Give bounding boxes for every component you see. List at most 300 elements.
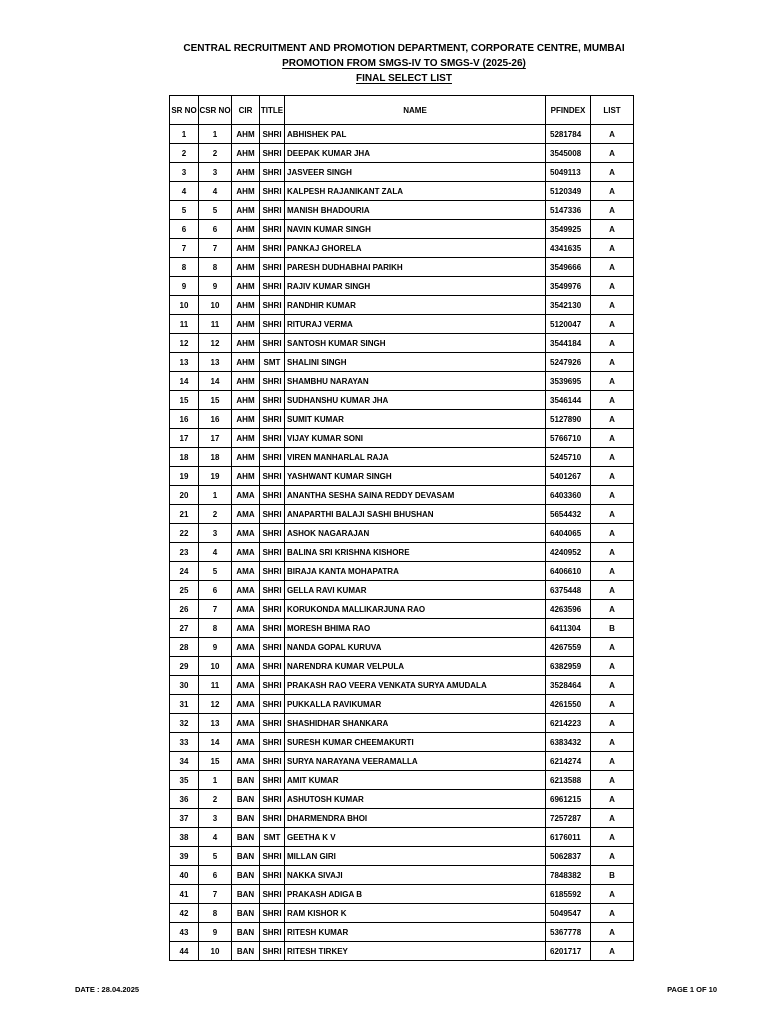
title-cell: SHRI xyxy=(260,543,285,562)
list-cell: B xyxy=(591,619,634,638)
col-header-cir: CIR xyxy=(232,96,260,125)
pfindex-cell: 5049113 xyxy=(546,163,591,182)
list-cell: A xyxy=(591,429,634,448)
name-cell: SURESH KUMAR CHEEMAKURTI xyxy=(285,733,546,752)
csr-no-cell: 11 xyxy=(199,676,232,695)
heading-line-1: CENTRAL RECRUITMENT AND PROMOTION DEPARTMENT, CORPORATE CENTRE, MUMBAI xyxy=(183,43,625,54)
cir-cell: BAN xyxy=(232,847,260,866)
list-cell: A xyxy=(591,258,634,277)
list-cell: A xyxy=(591,790,634,809)
table-row xyxy=(170,885,634,904)
sr-no-cell: 32 xyxy=(170,714,199,733)
document-date: DATE : 28.04.2025 xyxy=(75,985,140,994)
col-header-csr-no: CSR NO xyxy=(199,96,232,125)
title-cell: SHRI xyxy=(260,182,285,201)
col-header-name: NAME xyxy=(285,96,546,125)
pfindex-cell: 3542130 xyxy=(546,296,591,315)
pfindex-cell: 3528464 xyxy=(546,676,591,695)
title-cell: SHRI xyxy=(260,296,285,315)
table-row xyxy=(170,695,634,714)
pfindex-cell: 5049547 xyxy=(546,904,591,923)
title-cell: SMT xyxy=(260,353,285,372)
title-cell: SHRI xyxy=(260,429,285,448)
title-cell: SHRI xyxy=(260,239,285,258)
name-cell: GEETHA K V xyxy=(285,828,546,847)
title-cell: SHRI xyxy=(260,942,285,961)
sr-no-cell: 29 xyxy=(170,657,199,676)
cir-cell: BAN xyxy=(232,828,260,847)
sr-no-cell: 16 xyxy=(170,410,199,429)
csr-no-cell: 19 xyxy=(199,467,232,486)
title-cell: SHRI xyxy=(260,220,285,239)
pfindex-cell: 4341635 xyxy=(546,239,591,258)
pfindex-cell: 6201717 xyxy=(546,942,591,961)
csr-no-cell: 14 xyxy=(199,372,232,391)
cir-cell: BAN xyxy=(232,771,260,790)
sr-no-cell: 9 xyxy=(170,277,199,296)
cir-cell: AMA xyxy=(232,486,260,505)
sr-no-cell: 6 xyxy=(170,220,199,239)
heading-line-3: FINAL SELECT LIST xyxy=(356,73,452,84)
sr-no-cell: 23 xyxy=(170,543,199,562)
table-row xyxy=(170,866,634,885)
sr-no-cell: 36 xyxy=(170,790,199,809)
list-cell: A xyxy=(591,714,634,733)
title-cell: SHRI xyxy=(260,619,285,638)
csr-no-cell: 16 xyxy=(199,410,232,429)
table-row xyxy=(170,239,634,258)
table-row xyxy=(170,771,634,790)
title-cell: SHRI xyxy=(260,695,285,714)
sr-no-cell: 26 xyxy=(170,600,199,619)
list-cell: A xyxy=(591,144,634,163)
sr-no-cell: 30 xyxy=(170,676,199,695)
table-row xyxy=(170,923,634,942)
name-cell: ANAPARTHI BALAJI SASHI BHUSHAN xyxy=(285,505,546,524)
pfindex-cell: 3546144 xyxy=(546,391,591,410)
table-row xyxy=(170,220,634,239)
table-row xyxy=(170,676,634,695)
table-row xyxy=(170,372,634,391)
pfindex-cell: 6214223 xyxy=(546,714,591,733)
list-cell: A xyxy=(591,391,634,410)
name-cell: RITESH KUMAR xyxy=(285,923,546,942)
pfindex-cell: 3539695 xyxy=(546,372,591,391)
cir-cell: AHM xyxy=(232,372,260,391)
pfindex-cell: 5245710 xyxy=(546,448,591,467)
csr-no-cell: 11 xyxy=(199,315,232,334)
cir-cell: AMA xyxy=(232,619,260,638)
sr-no-cell: 33 xyxy=(170,733,199,752)
sr-no-cell: 3 xyxy=(170,163,199,182)
name-cell: PARESH DUDHABHAI PARIKH xyxy=(285,258,546,277)
sr-no-cell: 27 xyxy=(170,619,199,638)
pfindex-cell: 5401267 xyxy=(546,467,591,486)
cir-cell: AHM xyxy=(232,334,260,353)
col-header-list: LIST xyxy=(591,96,634,125)
csr-no-cell: 4 xyxy=(199,543,232,562)
sr-no-cell: 25 xyxy=(170,581,199,600)
name-cell: KORUKONDA MALLIKARJUNA RAO xyxy=(285,600,546,619)
name-cell: PRAKASH ADIGA B xyxy=(285,885,546,904)
pfindex-cell: 5147336 xyxy=(546,201,591,220)
csr-no-cell: 3 xyxy=(199,809,232,828)
title-cell: SHRI xyxy=(260,771,285,790)
name-cell: NAKKA SIVAJI xyxy=(285,866,546,885)
csr-no-cell: 15 xyxy=(199,752,232,771)
name-cell: SURYA NARAYANA VEERAMALLA xyxy=(285,752,546,771)
pfindex-cell: 3549925 xyxy=(546,220,591,239)
title-cell: SHRI xyxy=(260,790,285,809)
sr-no-cell: 7 xyxy=(170,239,199,258)
title-cell: SHRI xyxy=(260,809,285,828)
col-header-title: TITLE xyxy=(260,96,285,125)
table-row xyxy=(170,809,634,828)
csr-no-cell: 9 xyxy=(199,923,232,942)
sr-no-cell: 22 xyxy=(170,524,199,543)
cir-cell: AHM xyxy=(232,220,260,239)
name-cell: RITURAJ VERMA xyxy=(285,315,546,334)
title-cell: SHRI xyxy=(260,391,285,410)
csr-no-cell: 5 xyxy=(199,562,232,581)
name-cell: MORESH BHIMA RAO xyxy=(285,619,546,638)
csr-no-cell: 2 xyxy=(199,144,232,163)
name-cell: YASHWANT KUMAR SINGH xyxy=(285,467,546,486)
csr-no-cell: 10 xyxy=(199,296,232,315)
title-cell: SHRI xyxy=(260,448,285,467)
list-cell: A xyxy=(591,125,634,144)
name-cell: PUKKALLA RAVIKUMAR xyxy=(285,695,546,714)
list-cell: A xyxy=(591,505,634,524)
list-cell: A xyxy=(591,334,634,353)
title-cell: SHRI xyxy=(260,163,285,182)
table-row xyxy=(170,277,634,296)
table-row xyxy=(170,448,634,467)
list-cell: A xyxy=(591,942,634,961)
name-cell: RITESH TIRKEY xyxy=(285,942,546,961)
table-row xyxy=(170,657,634,676)
sr-no-cell: 13 xyxy=(170,353,199,372)
sr-no-cell: 21 xyxy=(170,505,199,524)
table-row xyxy=(170,258,634,277)
pfindex-cell: 6176011 xyxy=(546,828,591,847)
list-cell: A xyxy=(591,600,634,619)
list-cell: A xyxy=(591,220,634,239)
title-cell: SHRI xyxy=(260,372,285,391)
pfindex-cell: 5120349 xyxy=(546,182,591,201)
list-cell: A xyxy=(591,201,634,220)
title-cell: SHRI xyxy=(260,657,285,676)
table-row xyxy=(170,144,634,163)
pfindex-cell: 3544184 xyxy=(546,334,591,353)
name-cell: MILLAN GIRI xyxy=(285,847,546,866)
cir-cell: AHM xyxy=(232,410,260,429)
name-cell: SANTOSH KUMAR SINGH xyxy=(285,334,546,353)
csr-no-cell: 14 xyxy=(199,733,232,752)
cir-cell: AHM xyxy=(232,163,260,182)
name-cell: SHALINI SINGH xyxy=(285,353,546,372)
csr-no-cell: 4 xyxy=(199,828,232,847)
table-row xyxy=(170,334,634,353)
table-row xyxy=(170,543,634,562)
csr-no-cell: 2 xyxy=(199,790,232,809)
pfindex-cell: 6185592 xyxy=(546,885,591,904)
pfindex-cell: 5062837 xyxy=(546,847,591,866)
title-cell: SHRI xyxy=(260,277,285,296)
pfindex-cell: 6214274 xyxy=(546,752,591,771)
list-cell: A xyxy=(591,923,634,942)
sr-no-cell: 28 xyxy=(170,638,199,657)
csr-no-cell: 7 xyxy=(199,885,232,904)
title-cell: SHRI xyxy=(260,904,285,923)
csr-no-cell: 6 xyxy=(199,220,232,239)
table-row xyxy=(170,581,634,600)
pfindex-cell: 5281784 xyxy=(546,125,591,144)
sr-no-cell: 40 xyxy=(170,866,199,885)
sr-no-cell: 37 xyxy=(170,809,199,828)
list-cell: A xyxy=(591,847,634,866)
document-heading xyxy=(0,41,768,56)
cir-cell: AHM xyxy=(232,315,260,334)
sr-no-cell: 5 xyxy=(170,201,199,220)
csr-no-cell: 9 xyxy=(199,638,232,657)
cir-cell: AHM xyxy=(232,296,260,315)
csr-no-cell: 1 xyxy=(199,125,232,144)
table-row xyxy=(170,391,634,410)
sr-no-cell: 4 xyxy=(170,182,199,201)
col-header-sr-no: SR NO xyxy=(170,96,199,125)
sr-no-cell: 35 xyxy=(170,771,199,790)
pfindex-cell: 5247926 xyxy=(546,353,591,372)
pfindex-cell: 4261550 xyxy=(546,695,591,714)
table-row xyxy=(170,942,634,961)
sr-no-cell: 17 xyxy=(170,429,199,448)
name-cell: NARENDRA KUMAR VELPULA xyxy=(285,657,546,676)
cir-cell: BAN xyxy=(232,790,260,809)
pfindex-cell: 7848382 xyxy=(546,866,591,885)
table-row xyxy=(170,353,634,372)
csr-no-cell: 1 xyxy=(199,486,232,505)
pfindex-cell: 6383432 xyxy=(546,733,591,752)
csr-no-cell: 12 xyxy=(199,695,232,714)
title-cell: SHRI xyxy=(260,505,285,524)
cir-cell: AHM xyxy=(232,353,260,372)
cir-cell: AMA xyxy=(232,600,260,619)
name-cell: DEEPAK KUMAR JHA xyxy=(285,144,546,163)
sr-no-cell: 34 xyxy=(170,752,199,771)
cir-cell: AMA xyxy=(232,714,260,733)
csr-no-cell: 7 xyxy=(199,600,232,619)
title-cell: SHRI xyxy=(260,923,285,942)
list-cell: A xyxy=(591,885,634,904)
table-row xyxy=(170,600,634,619)
csr-no-cell: 2 xyxy=(199,505,232,524)
sr-no-cell: 10 xyxy=(170,296,199,315)
name-cell: ANANTHA SESHA SAINA REDDY DEVASAM xyxy=(285,486,546,505)
cir-cell: AHM xyxy=(232,201,260,220)
list-cell: A xyxy=(591,163,634,182)
heading-line-2: PROMOTION FROM SMGS-IV TO SMGS-V (2025-26) xyxy=(282,58,526,69)
title-cell: SHRI xyxy=(260,201,285,220)
list-cell: A xyxy=(591,239,634,258)
pfindex-cell: 3545008 xyxy=(546,144,591,163)
name-cell: SHASHIDHAR SHANKARA xyxy=(285,714,546,733)
title-cell: SHRI xyxy=(260,752,285,771)
cir-cell: BAN xyxy=(232,809,260,828)
pfindex-cell: 6213588 xyxy=(546,771,591,790)
name-cell: BALINA SRI KRISHNA KISHORE xyxy=(285,543,546,562)
table-row xyxy=(170,752,634,771)
document-list-title xyxy=(0,71,768,86)
sr-no-cell: 42 xyxy=(170,904,199,923)
list-cell: A xyxy=(591,486,634,505)
csr-no-cell: 18 xyxy=(199,448,232,467)
cir-cell: AMA xyxy=(232,581,260,600)
table-row xyxy=(170,315,634,334)
cir-cell: BAN xyxy=(232,942,260,961)
list-cell: A xyxy=(591,372,634,391)
title-cell: SHRI xyxy=(260,600,285,619)
name-cell: ABHISHEK PAL xyxy=(285,125,546,144)
list-cell: A xyxy=(591,657,634,676)
name-cell: JASVEER SINGH xyxy=(285,163,546,182)
name-cell: GELLA RAVI KUMAR xyxy=(285,581,546,600)
cir-cell: AMA xyxy=(232,695,260,714)
sr-no-cell: 2 xyxy=(170,144,199,163)
list-cell: A xyxy=(591,771,634,790)
cir-cell: BAN xyxy=(232,885,260,904)
cir-cell: AHM xyxy=(232,182,260,201)
sr-no-cell: 19 xyxy=(170,467,199,486)
table-row xyxy=(170,524,634,543)
table-row xyxy=(170,619,634,638)
cir-cell: BAN xyxy=(232,866,260,885)
cir-cell: AHM xyxy=(232,391,260,410)
title-cell: SMT xyxy=(260,828,285,847)
sr-no-cell: 24 xyxy=(170,562,199,581)
title-cell: SHRI xyxy=(260,714,285,733)
pfindex-cell: 4263596 xyxy=(546,600,591,619)
list-cell: A xyxy=(591,467,634,486)
list-cell: A xyxy=(591,581,634,600)
csr-no-cell: 15 xyxy=(199,391,232,410)
pfindex-cell: 3549666 xyxy=(546,258,591,277)
name-cell: ASHUTOSH KUMAR xyxy=(285,790,546,809)
sr-no-cell: 38 xyxy=(170,828,199,847)
pfindex-cell: 5120047 xyxy=(546,315,591,334)
list-cell: A xyxy=(591,562,634,581)
cir-cell: AMA xyxy=(232,733,260,752)
col-header-pfindex: PFINDEX xyxy=(546,96,591,125)
cir-cell: AMA xyxy=(232,638,260,657)
sr-no-cell: 18 xyxy=(170,448,199,467)
list-cell: B xyxy=(591,866,634,885)
csr-no-cell: 3 xyxy=(199,524,232,543)
name-cell: RANDHIR KUMAR xyxy=(285,296,546,315)
table-row xyxy=(170,828,634,847)
cir-cell: AMA xyxy=(232,562,260,581)
name-cell: PRAKASH RAO VEERA VENKATA SURYA AMUDALA xyxy=(285,676,546,695)
list-cell: A xyxy=(591,277,634,296)
cir-cell: AHM xyxy=(232,448,260,467)
list-cell: A xyxy=(591,448,634,467)
name-cell: BIRAJA KANTA MOHAPATRA xyxy=(285,562,546,581)
title-cell: SHRI xyxy=(260,334,285,353)
pfindex-cell: 5367778 xyxy=(546,923,591,942)
title-cell: SHRI xyxy=(260,581,285,600)
list-cell: A xyxy=(591,524,634,543)
cir-cell: AMA xyxy=(232,676,260,695)
cir-cell: AHM xyxy=(232,125,260,144)
csr-no-cell: 7 xyxy=(199,239,232,258)
cir-cell: AHM xyxy=(232,239,260,258)
document-subheading xyxy=(0,56,768,71)
csr-no-cell: 4 xyxy=(199,182,232,201)
title-cell: SHRI xyxy=(260,486,285,505)
name-cell: SUDHANSHU KUMAR JHA xyxy=(285,391,546,410)
table-row xyxy=(170,201,634,220)
title-cell: SHRI xyxy=(260,467,285,486)
cir-cell: AHM xyxy=(232,144,260,163)
name-cell: PANKAJ GHORELA xyxy=(285,239,546,258)
name-cell: SHAMBHU NARAYAN xyxy=(285,372,546,391)
title-cell: SHRI xyxy=(260,144,285,163)
table-row xyxy=(170,505,634,524)
table-row xyxy=(170,182,634,201)
title-cell: SHRI xyxy=(260,562,285,581)
title-cell: SHRI xyxy=(260,847,285,866)
csr-no-cell: 3 xyxy=(199,163,232,182)
title-cell: SHRI xyxy=(260,315,285,334)
title-cell: SHRI xyxy=(260,733,285,752)
pfindex-cell: 6406610 xyxy=(546,562,591,581)
sr-no-cell: 15 xyxy=(170,391,199,410)
name-cell: ASHOK NAGARAJAN xyxy=(285,524,546,543)
list-cell: A xyxy=(591,828,634,847)
title-cell: SHRI xyxy=(260,885,285,904)
list-cell: A xyxy=(591,315,634,334)
name-cell: SUMIT KUMAR xyxy=(285,410,546,429)
table-row xyxy=(170,163,634,182)
sr-no-cell: 12 xyxy=(170,334,199,353)
name-cell: NAVIN KUMAR SINGH xyxy=(285,220,546,239)
table-header-row xyxy=(170,96,634,125)
csr-no-cell: 8 xyxy=(199,619,232,638)
sr-no-cell: 8 xyxy=(170,258,199,277)
name-cell: RAM KISHOR K xyxy=(285,904,546,923)
cir-cell: AMA xyxy=(232,543,260,562)
sr-no-cell: 44 xyxy=(170,942,199,961)
cir-cell: AHM xyxy=(232,429,260,448)
pfindex-cell: 6382959 xyxy=(546,657,591,676)
csr-no-cell: 10 xyxy=(199,657,232,676)
pfindex-cell: 6375448 xyxy=(546,581,591,600)
pfindex-cell: 6411304 xyxy=(546,619,591,638)
pfindex-cell: 6961215 xyxy=(546,790,591,809)
csr-no-cell: 6 xyxy=(199,581,232,600)
name-cell: AMIT KUMAR xyxy=(285,771,546,790)
csr-no-cell: 5 xyxy=(199,201,232,220)
title-cell: SHRI xyxy=(260,125,285,144)
table-row xyxy=(170,125,634,144)
table-row xyxy=(170,638,634,657)
cir-cell: AHM xyxy=(232,277,260,296)
csr-no-cell: 13 xyxy=(199,714,232,733)
csr-no-cell: 5 xyxy=(199,847,232,866)
name-cell: KALPESH RAJANIKANT ZALA xyxy=(285,182,546,201)
list-cell: A xyxy=(591,410,634,429)
list-cell: A xyxy=(591,809,634,828)
